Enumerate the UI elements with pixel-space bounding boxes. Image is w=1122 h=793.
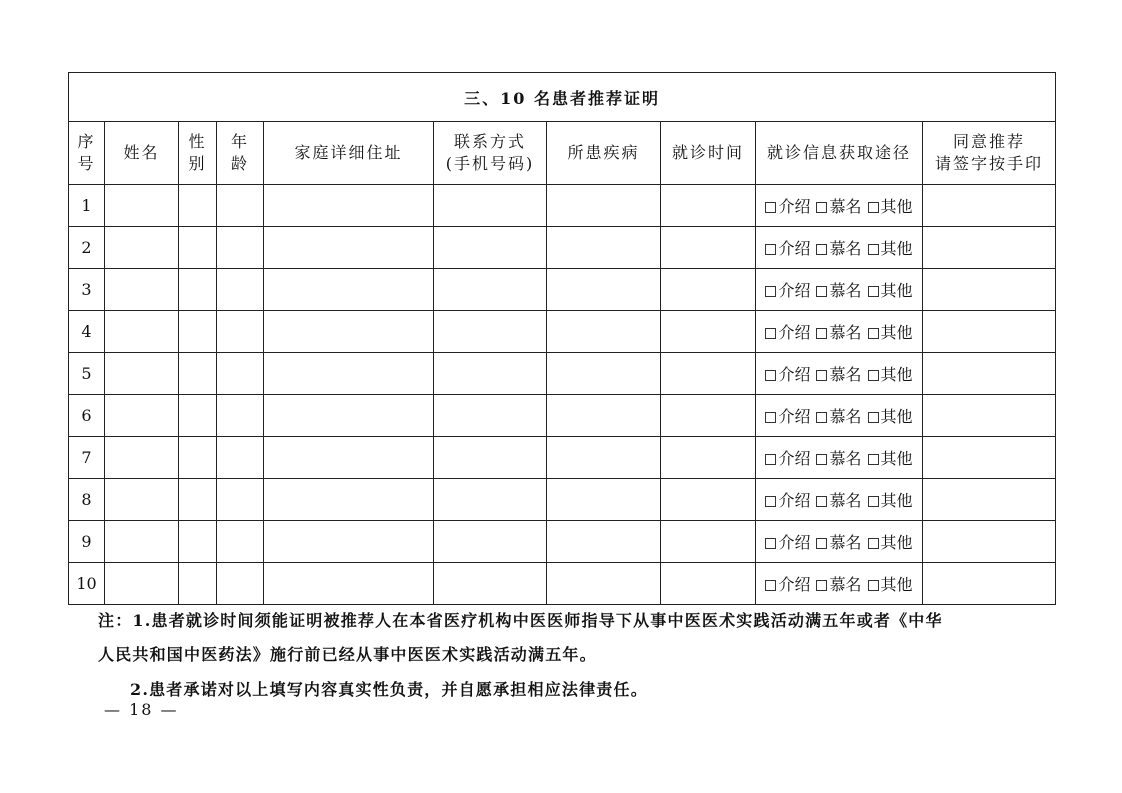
row-number: 2 [69,227,105,269]
checkbox-icon[interactable] [868,202,879,213]
blank-cell[interactable] [923,521,1056,563]
table-row [69,437,1056,479]
blank-cell[interactable] [434,437,547,479]
note-line-3: 2.患者承诺对以上填写内容真实性负责，并自愿承担相应法律责任。 [130,680,648,699]
blank-cell[interactable] [547,437,661,479]
channel-option[interactable] [816,323,861,342]
note-line-1: 注：1.患者就诊时间须能证明被推荐人在本省医疗机构中医医师指导下从事中医医术实践活动满五年或者《中华 [98,611,943,630]
blank-cell[interactable] [434,395,547,437]
header-row [69,122,1056,185]
blank-cell[interactable] [923,437,1056,479]
channel-option-label: 其他 [880,533,913,552]
checkbox-icon[interactable] [816,412,827,423]
blank-cell[interactable] [179,521,217,563]
blank-cell[interactable] [547,395,661,437]
info-channel-options [756,479,923,521]
channel-option[interactable] [868,449,913,468]
patient-recommendation-table [68,72,1056,605]
row-number: 1 [69,185,105,227]
column-header-line: 同意推荐 [953,132,1026,151]
checkbox-icon[interactable] [868,412,879,423]
checkbox-icon[interactable] [765,328,776,339]
checkbox-icon[interactable] [816,370,827,381]
channel-option[interactable] [765,323,810,342]
blank-cell[interactable] [661,395,756,437]
column-header-line: 所患疾病 [567,143,640,162]
blank-cell[interactable] [179,563,217,605]
note-line-2: 人民共和国中医药法》施行前已经从事中医医术实践活动满五年。 [98,645,597,664]
column-header [105,122,179,185]
channel-option-label: 其他 [880,323,913,342]
column-header-line: 就诊信息获取途径 [766,143,911,162]
column-header-line: 号 [77,154,96,173]
blank-cell[interactable] [217,563,264,605]
blank-cell[interactable] [105,479,179,521]
blank-cell[interactable] [264,311,434,353]
checkbox-icon[interactable] [868,538,879,549]
blank-cell[interactable] [434,521,547,563]
channel-option[interactable] [765,197,810,216]
blank-cell[interactable] [661,227,756,269]
checkbox-icon[interactable] [765,370,776,381]
column-header [69,122,105,185]
channel-option[interactable] [868,407,913,426]
blank-cell[interactable] [434,353,547,395]
blank-cell[interactable] [217,311,264,353]
channel-option[interactable] [765,239,810,258]
blank-cell[interactable] [105,269,179,311]
blank-cell[interactable] [661,437,756,479]
checkbox-icon[interactable] [868,496,879,507]
checkbox-icon[interactable] [765,580,776,591]
channel-option[interactable] [868,365,913,384]
blank-cell[interactable] [661,563,756,605]
channel-option-label: 其他 [880,491,913,510]
blank-cell[interactable] [547,185,661,227]
channel-option-label: 其他 [880,197,913,216]
column-header-line: (手机号码) [445,154,535,173]
channel-option[interactable] [868,575,913,594]
row-number: 3 [69,269,105,311]
checkbox-icon[interactable] [868,580,879,591]
info-channel-options [756,353,923,395]
channel-option[interactable] [816,281,861,300]
blank-cell[interactable] [923,269,1056,311]
channel-option[interactable] [816,449,861,468]
table-row [69,353,1056,395]
checkbox-icon[interactable] [868,370,879,381]
blank-cell[interactable] [547,521,661,563]
channel-option[interactable] [765,365,810,384]
column-header-line: 性 [188,132,207,151]
column-header-line: 家庭详细住址 [294,143,403,162]
checkbox-icon[interactable] [765,244,776,255]
channel-option-label: 慕名 [829,239,862,258]
blank-cell[interactable] [264,479,434,521]
blank-cell[interactable] [434,185,547,227]
blank-cell[interactable] [105,437,179,479]
info-channel-options [756,227,923,269]
blank-cell[interactable] [547,227,661,269]
blank-cell[interactable] [179,353,217,395]
blank-cell[interactable] [547,269,661,311]
blank-cell[interactable] [661,521,756,563]
channel-option-label: 其他 [880,575,913,594]
blank-cell[interactable] [217,395,264,437]
blank-cell[interactable] [264,395,434,437]
column-header [756,122,923,185]
column-header-line: 请签字按手印 [935,154,1044,173]
column-header [547,122,661,185]
blank-cell[interactable] [217,479,264,521]
checkbox-icon[interactable] [816,286,827,297]
column-header [217,122,264,185]
channel-option[interactable] [765,407,810,426]
blank-cell[interactable] [105,521,179,563]
channel-option[interactable] [816,239,861,258]
info-channel-options [756,563,923,605]
blank-cell[interactable] [217,353,264,395]
blank-cell[interactable] [434,269,547,311]
channel-option-label: 介绍 [778,365,811,384]
blank-cell[interactable] [547,311,661,353]
column-header-line: 序 [77,132,96,151]
info-channel-options [756,311,923,353]
checkbox-icon[interactable] [868,328,879,339]
blank-cell[interactable] [434,479,547,521]
info-channel-options [756,185,923,227]
blank-cell[interactable] [547,353,661,395]
blank-cell[interactable] [179,395,217,437]
column-header-line: 姓名 [123,143,160,162]
checkbox-icon[interactable] [868,286,879,297]
column-header-line: 联系方式 [453,132,526,151]
blank-cell[interactable] [105,563,179,605]
blank-cell[interactable] [105,311,179,353]
blank-cell[interactable] [661,479,756,521]
blank-cell[interactable] [434,227,547,269]
channel-option-label: 介绍 [778,239,811,258]
blank-cell[interactable] [179,479,217,521]
channel-option-label: 介绍 [778,449,811,468]
channel-option[interactable] [868,491,913,510]
channel-option-label: 介绍 [778,197,811,216]
channel-option[interactable] [868,533,913,552]
checkbox-icon[interactable] [816,454,827,465]
table-row [69,311,1056,353]
channel-option-label: 慕名 [829,407,862,426]
channel-option-label: 介绍 [778,323,811,342]
blank-cell[interactable] [264,563,434,605]
info-channel-options [756,395,923,437]
channel-option[interactable] [868,281,913,300]
blank-cell[interactable] [264,269,434,311]
blank-cell[interactable] [434,311,547,353]
channel-option-label: 其他 [880,365,913,384]
channel-option-label: 慕名 [829,449,862,468]
channel-option[interactable] [765,491,810,510]
channel-option-label: 慕名 [829,365,862,384]
channel-option[interactable] [816,575,861,594]
table-row [69,227,1056,269]
channel-option[interactable] [765,449,810,468]
channel-option[interactable] [816,407,861,426]
channel-option-label: 其他 [880,407,913,426]
table-row [69,185,1056,227]
column-header [179,122,217,185]
blank-cell[interactable] [547,563,661,605]
column-header [434,122,547,185]
checkbox-icon[interactable] [868,454,879,465]
blank-cell[interactable] [217,437,264,479]
channel-option-label: 其他 [880,281,913,300]
blank-cell[interactable] [661,185,756,227]
channel-option-label: 慕名 [829,323,862,342]
blank-cell[interactable] [923,479,1056,521]
blank-cell[interactable] [105,185,179,227]
channel-option-label: 慕名 [829,575,862,594]
blank-cell[interactable] [264,353,434,395]
channel-option-label: 介绍 [778,407,811,426]
blank-cell[interactable] [217,521,264,563]
channel-option-label: 介绍 [778,533,811,552]
column-header [264,122,434,185]
blank-cell[interactable] [105,227,179,269]
checkbox-icon[interactable] [765,496,776,507]
row-number: 8 [69,479,105,521]
blank-cell[interactable] [217,227,264,269]
channel-option-label: 介绍 [778,575,811,594]
row-number: 6 [69,395,105,437]
blank-cell[interactable] [179,269,217,311]
info-channel-options [756,269,923,311]
column-header-line: 别 [188,154,207,173]
row-number: 10 [69,563,105,605]
table-row [69,479,1056,521]
row-number: 5 [69,353,105,395]
blank-cell[interactable] [923,185,1056,227]
row-number: 9 [69,521,105,563]
table-title: 三、10 名患者推荐证明 [69,73,1056,122]
column-header-line: 就诊时间 [671,143,744,162]
channel-option-label: 慕名 [829,491,862,510]
checkbox-icon[interactable] [816,328,827,339]
column-header-line: 年 [230,132,249,151]
blank-cell[interactable] [923,563,1056,605]
column-header-line: 龄 [230,154,249,173]
checkbox-icon[interactable] [816,496,827,507]
channel-option[interactable] [765,533,810,552]
channel-option-label: 慕名 [829,197,862,216]
blank-cell[interactable] [547,479,661,521]
blank-cell[interactable] [923,227,1056,269]
blank-cell[interactable] [923,353,1056,395]
blank-cell[interactable] [179,227,217,269]
blank-cell[interactable] [264,185,434,227]
blank-cell[interactable] [179,437,217,479]
checkbox-icon[interactable] [868,244,879,255]
channel-option-label: 其他 [880,449,913,468]
channel-option[interactable] [765,281,810,300]
checkbox-icon[interactable] [765,454,776,465]
checkbox-icon[interactable] [816,580,827,591]
blank-cell[interactable] [264,521,434,563]
channel-option-label: 介绍 [778,491,811,510]
channel-option-label: 介绍 [778,281,811,300]
channel-option[interactable] [765,575,810,594]
checkbox-icon[interactable] [816,202,827,213]
blank-cell[interactable] [105,353,179,395]
blank-cell[interactable] [179,311,217,353]
blank-cell[interactable] [661,311,756,353]
table-row [69,563,1056,605]
channel-option[interactable] [816,365,861,384]
blank-cell[interactable] [923,395,1056,437]
table-row [69,269,1056,311]
blank-cell[interactable] [217,185,264,227]
info-channel-options [756,521,923,563]
checkbox-icon[interactable] [765,286,776,297]
channel-option[interactable] [816,533,861,552]
channel-option[interactable] [816,491,861,510]
checkbox-icon[interactable] [765,412,776,423]
channel-option-label: 慕名 [829,281,862,300]
checkbox-icon[interactable] [816,244,827,255]
blank-cell[interactable] [179,185,217,227]
row-number: 4 [69,311,105,353]
channel-option[interactable] [868,323,913,342]
checkbox-icon[interactable] [765,538,776,549]
blank-cell[interactable] [264,227,434,269]
channel-option-label: 其他 [880,239,913,258]
table-row [69,395,1056,437]
blank-cell[interactable] [661,269,756,311]
info-channel-options [756,437,923,479]
blank-cell[interactable] [434,563,547,605]
row-number: 7 [69,437,105,479]
page-number: — 18 — [104,700,179,719]
table-row [69,521,1056,563]
checkbox-icon[interactable] [816,538,827,549]
channel-option[interactable] [816,197,861,216]
channel-option-label: 慕名 [829,533,862,552]
blank-cell[interactable] [264,437,434,479]
blank-cell[interactable] [105,395,179,437]
channel-option[interactable] [868,197,913,216]
blank-cell[interactable] [923,311,1056,353]
channel-option[interactable] [868,239,913,258]
column-header [923,122,1056,185]
blank-cell[interactable] [217,269,264,311]
blank-cell[interactable] [661,353,756,395]
column-header [661,122,756,185]
checkbox-icon[interactable] [765,202,776,213]
